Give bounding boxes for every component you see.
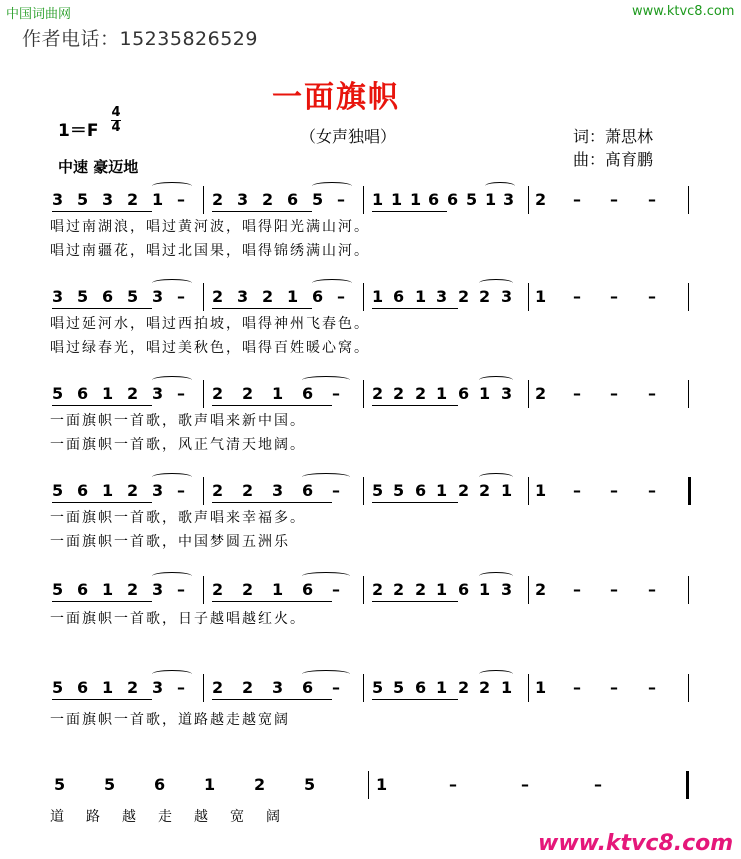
note: 1 (102, 384, 114, 403)
note: 5 (372, 678, 384, 697)
note: 1 (479, 580, 491, 599)
note: 6 (458, 580, 470, 599)
lyric-line: 道路越走越宽阔 (50, 809, 302, 825)
tie-arc (302, 376, 350, 384)
dash-note: – (337, 287, 345, 306)
note: 3 (152, 580, 164, 599)
note: 5 (77, 287, 89, 306)
song-subtitle: （女声独唱） (300, 127, 397, 146)
note: 2 (212, 190, 224, 209)
note: 2 (127, 190, 139, 209)
tie-arc (152, 572, 192, 580)
note: 6 (77, 481, 89, 500)
barline (688, 674, 689, 702)
tie-arc (302, 572, 350, 580)
note: 3 (152, 678, 164, 697)
note: 2 (479, 481, 491, 500)
note: 2 (415, 384, 427, 403)
note: 5 (77, 190, 89, 209)
note: 6 (102, 287, 114, 306)
dash-note: – (337, 190, 345, 209)
barline (203, 674, 204, 702)
tie-arc (302, 473, 350, 481)
tempo-marking: 中速 豪迈地 (58, 158, 139, 176)
note: 1 (376, 775, 388, 794)
dash-note: – (177, 580, 185, 599)
note: 2 (212, 287, 224, 306)
barline (203, 477, 204, 505)
note: 5 (52, 580, 64, 599)
note: 2 (242, 580, 254, 599)
dash-note: – (573, 481, 581, 500)
dash-note: – (610, 580, 618, 599)
dash-note: – (332, 384, 340, 403)
note: 1 (102, 481, 114, 500)
note: 2 (372, 580, 384, 599)
dash-note: – (648, 481, 656, 500)
score-line (0, 580, 741, 640)
tie-arc (152, 279, 192, 287)
lyric-line: 唱过延河水，唱过西拍坡，唱得神州飞春色。 (50, 316, 370, 332)
note: 1 (152, 190, 164, 209)
barline (686, 771, 689, 799)
dash-note: – (594, 775, 602, 794)
beam-underline (372, 211, 447, 212)
dash-note: – (648, 190, 656, 209)
barline (203, 283, 204, 311)
dash-note: – (332, 678, 340, 697)
note: 2 (212, 481, 224, 500)
note: 2 (415, 580, 427, 599)
lyric-line: 唱过绿春光，唱过美秋色，唱得百姓暖心窝。 (50, 340, 370, 356)
tie-arc (152, 473, 192, 481)
lyric-line: 一面旗帜一首歌，风正气清天地阔。 (50, 437, 306, 453)
barline (528, 576, 529, 604)
barline (368, 771, 369, 799)
note: 1 (272, 580, 284, 599)
note: 5 (466, 190, 478, 209)
author-phone: 作者电话：15235826529 (22, 28, 258, 50)
note: 2 (212, 384, 224, 403)
note: 2 (372, 384, 384, 403)
note: 2 (127, 481, 139, 500)
tie-arc (479, 279, 513, 287)
site-url-link[interactable]: www.ktvc8.com (632, 4, 735, 19)
note: 6 (428, 190, 440, 209)
dash-note: – (177, 678, 185, 697)
note: 1 (501, 481, 513, 500)
note: 1 (535, 678, 547, 697)
dash-note: – (610, 481, 618, 500)
barline (203, 576, 204, 604)
note: 2 (127, 384, 139, 403)
dash-note: – (610, 287, 618, 306)
note: 2 (127, 678, 139, 697)
tie-arc (152, 376, 192, 384)
tie-arc (479, 572, 513, 580)
note: 2 (254, 775, 266, 794)
dash-note: – (648, 287, 656, 306)
note: 3 (501, 580, 513, 599)
dash-note: – (177, 287, 185, 306)
barline (203, 186, 204, 214)
note: 2 (458, 481, 470, 500)
tie-arc (479, 376, 513, 384)
note: 2 (458, 678, 470, 697)
dash-note: – (573, 580, 581, 599)
note: 1 (436, 481, 448, 500)
barline (363, 186, 364, 214)
note: 6 (393, 287, 405, 306)
barline (363, 477, 364, 505)
barline (688, 576, 689, 604)
note: 6 (458, 384, 470, 403)
note: 5 (104, 775, 116, 794)
composer-credit: 曲：髙育鹏 (573, 150, 654, 169)
tie-arc (485, 182, 515, 190)
note: 3 (436, 287, 448, 306)
note: 6 (77, 678, 89, 697)
lyric-line: 一面旗帜一首歌，道路越走越宽阔 (50, 712, 290, 728)
note: 5 (127, 287, 139, 306)
note: 1 (272, 384, 284, 403)
note: 6 (302, 384, 314, 403)
note: 1 (391, 190, 403, 209)
dash-note: – (648, 678, 656, 697)
dash-note: – (573, 287, 581, 306)
beam-underline (52, 699, 152, 700)
note: 6 (415, 678, 427, 697)
barline (363, 576, 364, 604)
beam-underline (212, 211, 312, 212)
tie-arc (312, 182, 352, 190)
note: 6 (447, 190, 459, 209)
note: 1 (535, 481, 547, 500)
time-signature (111, 106, 121, 135)
lyric-line: 唱过南湖浪，唱过黄河波，唱得阳光满山河。 (50, 219, 370, 235)
note: 3 (272, 678, 284, 697)
note: 1 (485, 190, 497, 209)
note: 3 (237, 287, 249, 306)
note: 2 (262, 190, 274, 209)
note: 1 (410, 190, 422, 209)
dash-note: – (648, 580, 656, 599)
note: 3 (152, 481, 164, 500)
note: 3 (152, 384, 164, 403)
note: 6 (287, 190, 299, 209)
tie-arc (152, 670, 192, 678)
footer-watermark: www.ktvc8.com (538, 831, 734, 856)
tie-arc (479, 670, 513, 678)
beam-underline (52, 308, 152, 309)
beam-underline (212, 502, 332, 503)
note: 1 (501, 678, 513, 697)
barline (528, 186, 529, 214)
score-line (0, 384, 741, 453)
dash-note: – (449, 775, 457, 794)
score-line (0, 481, 741, 550)
note: 2 (212, 580, 224, 599)
note: 5 (393, 678, 405, 697)
barline (363, 283, 364, 311)
score-line (0, 287, 741, 356)
note: 2 (393, 580, 405, 599)
note: 3 (52, 190, 64, 209)
lyric-line: 一面旗帜一首歌，日子越唱越红火。 (50, 611, 306, 627)
barline (688, 186, 689, 214)
barline (363, 674, 364, 702)
barline (688, 283, 689, 311)
barline (203, 380, 204, 408)
note: 1 (415, 287, 427, 306)
note: 3 (501, 287, 513, 306)
barline (528, 477, 529, 505)
score-line (0, 775, 741, 835)
site-name-link[interactable]: 中国词曲网 (6, 7, 72, 22)
dash-note: – (573, 384, 581, 403)
note: 2 (479, 287, 491, 306)
note: 5 (52, 481, 64, 500)
time-signature-top: 4 (111, 105, 121, 120)
dash-note: – (177, 481, 185, 500)
dash-note: – (332, 580, 340, 599)
barline (528, 283, 529, 311)
note: 6 (312, 287, 324, 306)
note: 2 (212, 678, 224, 697)
beam-underline (372, 502, 458, 503)
beam-underline (212, 601, 332, 602)
note: 6 (154, 775, 166, 794)
note: 5 (52, 678, 64, 697)
barline (688, 477, 691, 505)
note: 1 (535, 287, 547, 306)
note: 2 (535, 580, 547, 599)
dash-note: – (573, 678, 581, 697)
note: 6 (302, 678, 314, 697)
note: 5 (372, 481, 384, 500)
dash-note: – (177, 190, 185, 209)
dash-note: – (610, 678, 618, 697)
note: 3 (237, 190, 249, 209)
note: 2 (242, 678, 254, 697)
dash-note: – (648, 384, 656, 403)
note: 3 (52, 287, 64, 306)
lyric-line: 一面旗帜一首歌，歌声唱来新中国。 (50, 413, 306, 429)
note: 3 (501, 384, 513, 403)
beam-underline (372, 308, 458, 309)
note: 2 (535, 384, 547, 403)
song-title: 一面旗帜 (272, 80, 400, 115)
beam-underline (212, 405, 332, 406)
barline (363, 380, 364, 408)
score-line (0, 678, 741, 738)
beam-underline (212, 699, 332, 700)
note: 2 (242, 384, 254, 403)
barline (528, 674, 529, 702)
note: 6 (302, 481, 314, 500)
tie-arc (152, 182, 192, 190)
beam-underline (212, 308, 312, 309)
beam-underline (52, 601, 152, 602)
note: 1 (436, 580, 448, 599)
note: 5 (393, 481, 405, 500)
note: 1 (436, 384, 448, 403)
note: 5 (304, 775, 316, 794)
time-signature-bottom: 4 (111, 120, 121, 135)
note: 1 (102, 678, 114, 697)
dash-note: – (573, 190, 581, 209)
note: 1 (372, 287, 384, 306)
beam-underline (372, 405, 458, 406)
beam-underline (52, 502, 152, 503)
note: 1 (372, 190, 384, 209)
note: 6 (415, 481, 427, 500)
note: 2 (458, 287, 470, 306)
lyric-line: 一面旗帜一首歌，歌声唱来幸福多。 (50, 510, 306, 526)
note: 6 (77, 580, 89, 599)
tie-arc (312, 279, 352, 287)
beam-underline (52, 405, 152, 406)
note: 6 (302, 580, 314, 599)
tie-arc (302, 670, 350, 678)
score-line (0, 190, 741, 259)
note: 2 (535, 190, 547, 209)
lyricist-credit: 词：萧思林 (573, 127, 654, 146)
lyric-line: 一面旗帜一首歌，中国梦圆五洲乐 (50, 534, 290, 550)
dash-note: – (521, 775, 529, 794)
note: 6 (77, 384, 89, 403)
note: 2 (479, 678, 491, 697)
barline (688, 380, 689, 408)
note: 3 (272, 481, 284, 500)
dash-note: – (610, 190, 618, 209)
note: 2 (262, 287, 274, 306)
beam-underline (372, 601, 458, 602)
note: 2 (393, 384, 405, 403)
note: 3 (503, 190, 515, 209)
beam-underline (372, 699, 458, 700)
note: 3 (102, 190, 114, 209)
note: 1 (479, 384, 491, 403)
barline (528, 380, 529, 408)
note: 2 (242, 481, 254, 500)
note: 5 (52, 384, 64, 403)
lyric-line: 唱过南疆花，唱过北国果，唱得锦绣满山河。 (50, 243, 370, 259)
note: 1 (204, 775, 216, 794)
note: 5 (54, 775, 66, 794)
dash-note: – (610, 384, 618, 403)
tie-arc (479, 473, 513, 481)
note: 1 (102, 580, 114, 599)
note: 2 (127, 580, 139, 599)
dash-note: – (177, 384, 185, 403)
note: 3 (152, 287, 164, 306)
note: 1 (436, 678, 448, 697)
note: 1 (287, 287, 299, 306)
key-signature: 1＝F (58, 121, 99, 141)
beam-underline (52, 211, 152, 212)
dash-note: – (332, 481, 340, 500)
note: 5 (312, 190, 324, 209)
